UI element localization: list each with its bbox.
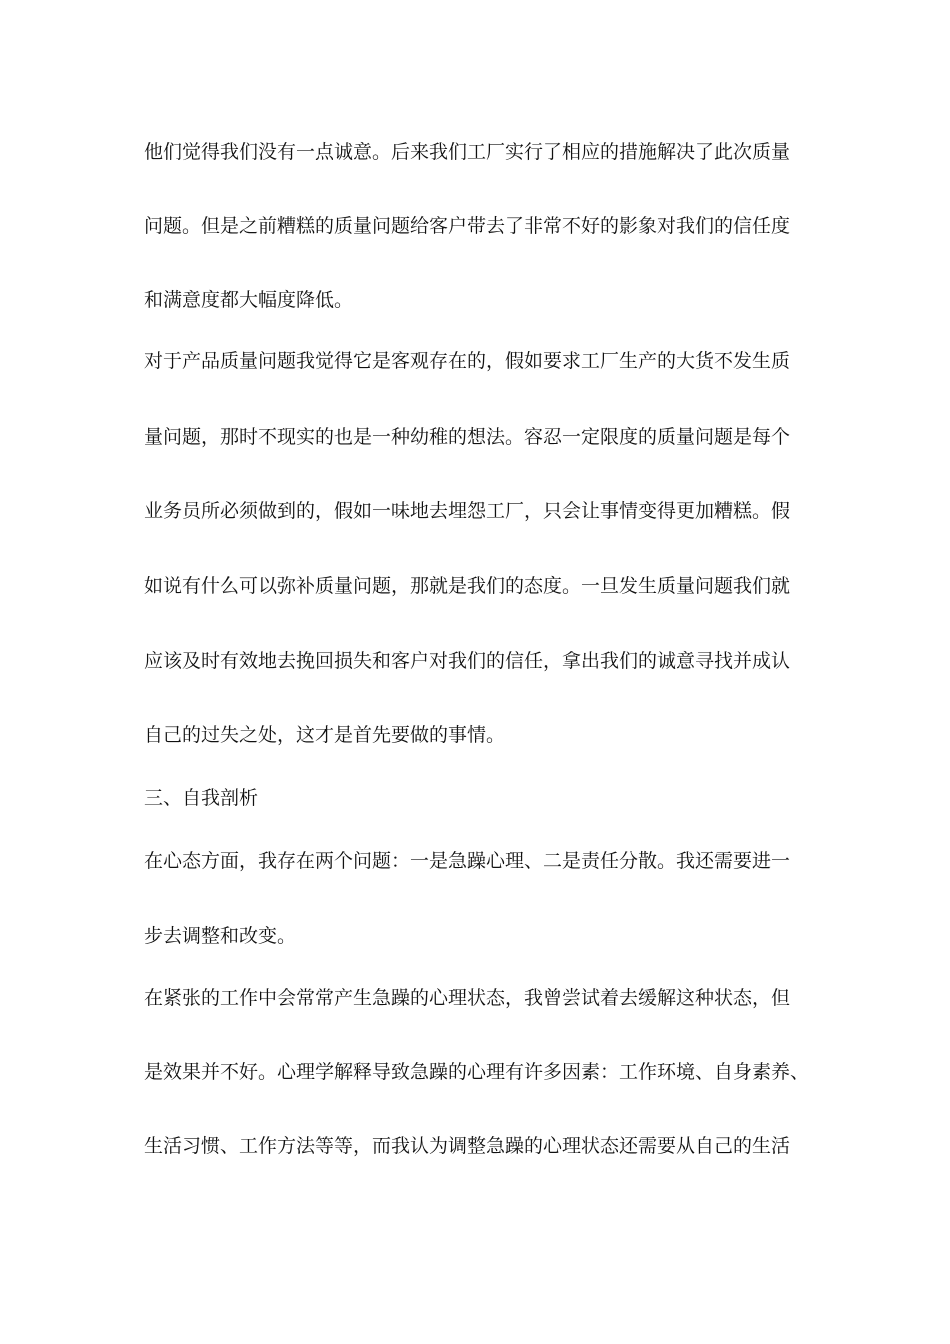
text-line: 应该及时有效地去挽回损失和客户对我们的信任，拿出我们的诚意寻找并成认 [144,650,791,672]
text-line: 是效果并不好。心理学解释导致急躁的心理有许多因素：工作环境、自身素养、 [144,1061,810,1083]
section-heading: 三、自我剖析 [144,787,259,809]
text-line: 生活习惯、工作方法等等，而我认为调整急躁的心理状态还需要从自己的生活 [144,1135,791,1157]
text-line: 量问题，那时不现实的也是一种幼稚的想法。容忍一定限度的质量问题是每个 [144,426,791,448]
text-line: 步去调整和改变。 [144,925,297,947]
text-line: 自己的过失之处，这才是首先要做的事情。 [144,724,506,746]
text-line: 在紧张的工作中会常常产生急躁的心理状态，我曾尝试着去缓解这种状态，但 [144,987,791,1009]
text-line: 对于产品质量问题我觉得它是客观存在的，假如要求工厂生产的大货不发生质 [144,350,791,372]
text-line: 和满意度都大幅度降低。 [144,289,354,311]
text-line: 在心态方面，我存在两个问题：一是急躁心理、二是责任分散。我还需要进一 [144,850,791,872]
text-line: 业务员所必须做到的，假如一味地去埋怨工厂，只会让事情变得更加糟糕。假 [144,500,791,522]
text-line: 他们觉得我们没有一点诚意。后来我们工厂实行了相应的措施解决了此次质量 [144,141,791,163]
text-line: 问题。但是之前糟糕的质量问题给客户带去了非常不好的影象对我们的信任度 [144,215,791,237]
text-line: 如说有什么可以弥补质量问题，那就是我们的态度。一旦发生质量问题我们就 [144,575,791,597]
